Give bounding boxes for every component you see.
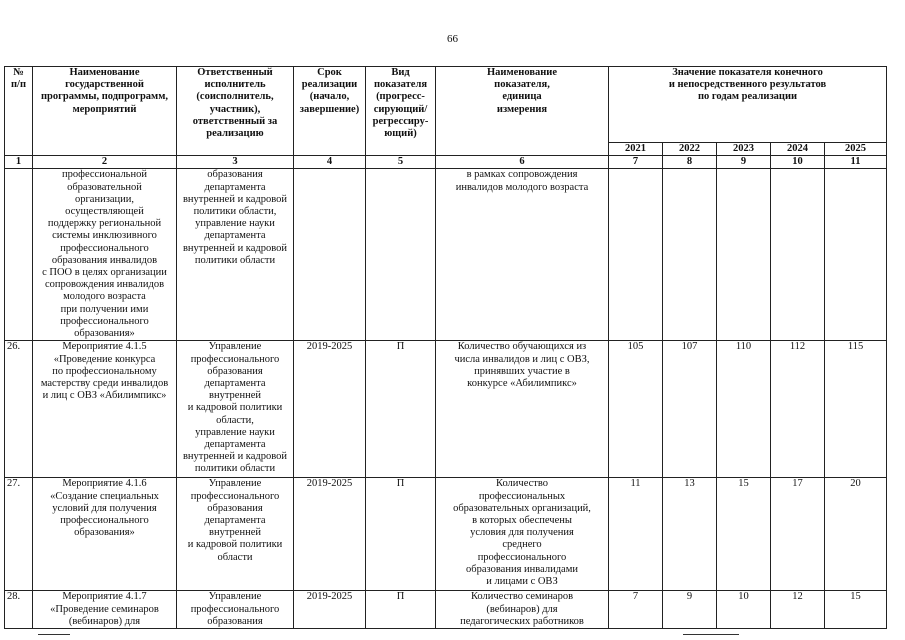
row-indicator: Количество обучающихся из числа инвалидов и лиц с ОВЗ, принявших участие в конкурсе «Абилимпикс» — [436, 341, 609, 478]
table-row — [5, 478, 887, 591]
row-value: 20 — [825, 478, 887, 591]
row-value: 110 — [717, 341, 771, 478]
row-indicator: Количество профессиональных образовательных организаций, в которых обеспечены условия для получения среднего профессионального образования инвалидами и лицами с ОВЗ — [436, 478, 609, 591]
row-type — [366, 169, 436, 341]
row-executor: Управление профессионального образования — [177, 591, 294, 629]
header-year: 2025 — [825, 143, 887, 156]
row-name: Мероприятие 4.1.6 «Создание специальных условий для получения профессионального образования» — [33, 478, 177, 591]
row-executor: Управление профессионального образования департамента внутренней и кадровой политики области, управление науки департамента внутренней и кадровой политики области — [177, 341, 294, 478]
row-name: профессиональной образовательной организации, осуществляющей поддержку региональной системы инклюзивного профессионального образования инвалидов с ПОО в целях организации сопровождения инвалидов молодого возраста при получении ими профессионального образования» — [33, 169, 177, 341]
table-row — [5, 341, 887, 478]
row-value: 7 — [609, 591, 663, 629]
row-value: 10 — [717, 591, 771, 629]
row-indicator: Количество семинаров (вебинаров) для педагогических работников — [436, 591, 609, 629]
row-term: 2019-2025 — [294, 591, 366, 629]
row-type: П — [366, 478, 436, 591]
row-type: П — [366, 341, 436, 478]
row-term: 2019-2025 — [294, 478, 366, 591]
row-term — [294, 169, 366, 341]
row-value — [609, 169, 663, 341]
header-indicator-type: Вид показателя (прогресс- сирующий/ регрессиру- ющий) — [366, 67, 436, 156]
row-value: 12 — [771, 591, 825, 629]
header-year: 2023 — [717, 143, 771, 156]
row-executor: Управление профессионального образования департамента внутренней и кадровой политики области — [177, 478, 294, 591]
row-value — [717, 169, 771, 341]
row-value: 115 — [825, 341, 887, 478]
header-executor: Ответственный исполнитель (соисполнитель, участник), ответственный за реализацию — [177, 67, 294, 156]
row-executor: образования департамента внутренней и кадровой политики области, управление науки департамента внутренней и кадровой политики области — [177, 169, 294, 341]
column-number: 10 — [771, 156, 825, 169]
column-number: 6 — [436, 156, 609, 169]
table-row — [5, 169, 887, 341]
header-term: Срок реализации (начало, завершение) — [294, 67, 366, 156]
footer-rule — [683, 634, 739, 635]
row-value: 15 — [825, 591, 887, 629]
row-value: 15 — [717, 478, 771, 591]
header-num: № п/п — [5, 67, 33, 156]
column-number: 5 — [366, 156, 436, 169]
row-value: 13 — [663, 478, 717, 591]
row-value — [825, 169, 887, 341]
column-number: 7 — [609, 156, 663, 169]
row-num: 27. — [5, 478, 33, 591]
row-num — [5, 169, 33, 341]
row-name: Мероприятие 4.1.5 «Проведение конкурса по профессиональному мастерству среди инвалидов и лиц с ОВЗ «Абилимпикс» — [33, 341, 177, 478]
header-year: 2024 — [771, 143, 825, 156]
header-name: Наименование государственной программы, подпрограмм, мероприятий — [33, 67, 177, 156]
row-value: 9 — [663, 591, 717, 629]
row-value — [771, 169, 825, 341]
column-number: 1 — [5, 156, 33, 169]
row-value: 112 — [771, 341, 825, 478]
header-values-group: Значение показателя конечного и непосредственного результатов по годам реализации — [609, 67, 887, 143]
row-num: 26. — [5, 341, 33, 478]
table-row — [5, 591, 887, 629]
row-value: 11 — [609, 478, 663, 591]
column-numbers-row — [5, 156, 887, 169]
indicators-table — [4, 66, 887, 629]
row-value — [663, 169, 717, 341]
row-name: Мероприятие 4.1.7 «Проведение семинаров (вебинаров) для — [33, 591, 177, 629]
column-number: 4 — [294, 156, 366, 169]
row-value: 107 — [663, 341, 717, 478]
column-number: 9 — [717, 156, 771, 169]
row-num: 28. — [5, 591, 33, 629]
column-number: 8 — [663, 156, 717, 169]
column-number: 2 — [33, 156, 177, 169]
row-indicator: в рамках сопровождения инвалидов молодого возраста — [436, 169, 609, 341]
row-type: П — [366, 591, 436, 629]
header-year: 2021 — [609, 143, 663, 156]
header-year: 2022 — [663, 143, 717, 156]
row-value: 17 — [771, 478, 825, 591]
header-indicator-name: Наименование показателя, единица измерения — [436, 67, 609, 156]
page-number: 66 — [447, 33, 458, 45]
footer-rule — [38, 634, 70, 635]
column-number: 3 — [177, 156, 294, 169]
row-term: 2019-2025 — [294, 341, 366, 478]
row-value: 105 — [609, 341, 663, 478]
column-number: 11 — [825, 156, 887, 169]
